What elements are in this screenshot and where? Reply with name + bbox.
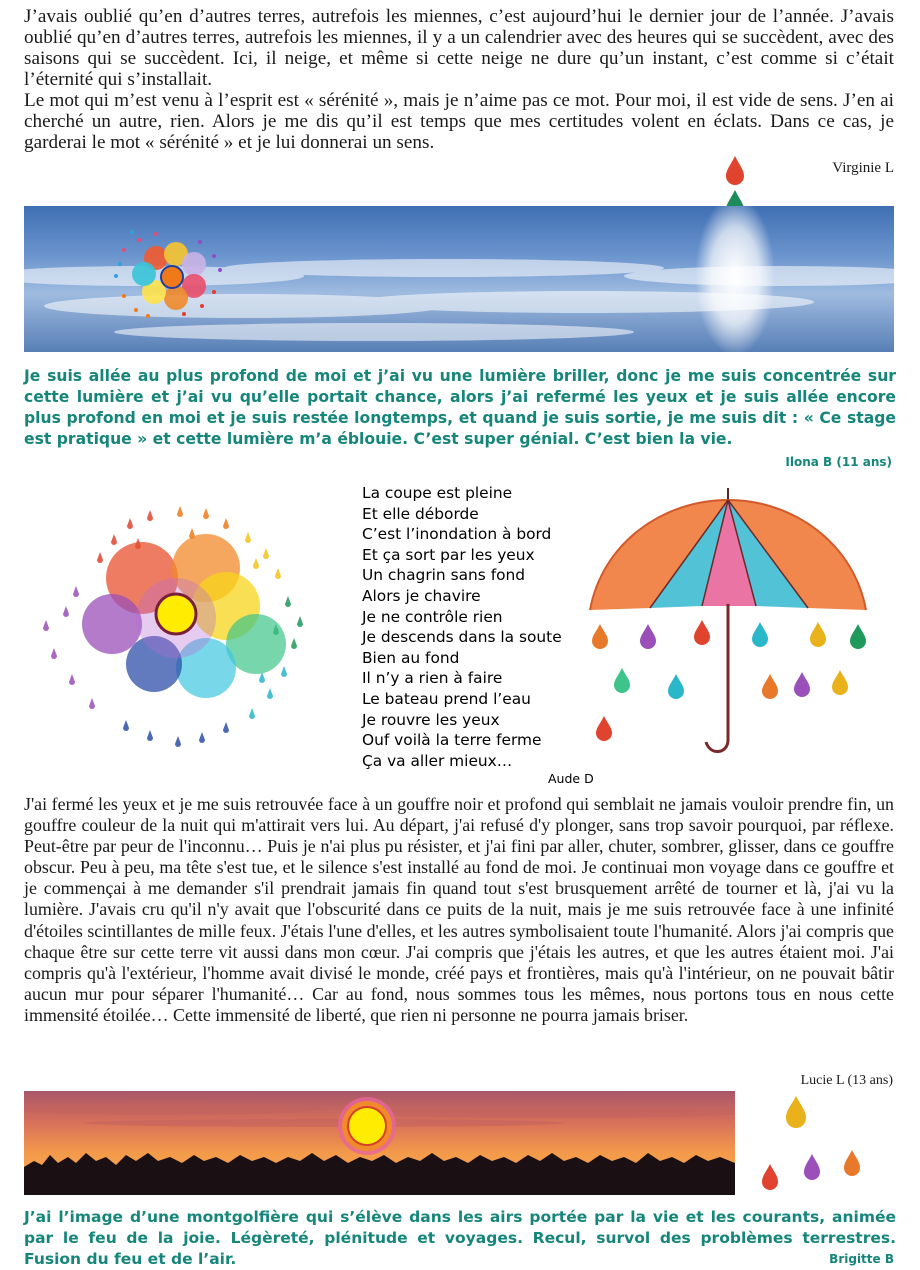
poem-line: Bien au fond <box>362 648 460 667</box>
colored-drops-illustration <box>752 1092 892 1200</box>
poem-line: Ouf voilà la terre ferme <box>362 731 542 750</box>
purple-drop <box>804 1154 820 1180</box>
ilona-text: Je suis allée au plus profond de moi et j’ai vu une lumière briller, donc je me suis concentrée sur cette lumière et j’ai vu qu’elle portait chance, alors j’ai refermé les yeux et je suis allée encore plus profond en moi et je suis restée longtemps, et quand je suis sortie, je me suis dit : « Ce stage est pratique » et cette lumière m’a éblouie. C’est super génial. C’est bien la vie. <box>24 367 896 448</box>
orange-drop <box>592 624 608 649</box>
poem-line: Je ne contrôle rien <box>362 607 503 626</box>
poem-line: Alors je chavire <box>362 586 481 605</box>
purple-drop <box>794 672 810 697</box>
red-drop <box>726 156 744 185</box>
author-signature: Ilona B (11 ans) <box>785 455 892 469</box>
watercolor-mandala-illustration <box>30 488 326 778</box>
intro-text <box>24 6 894 153</box>
poem-line: Je descends dans la soute <box>362 628 562 647</box>
yellow-drop <box>832 670 848 695</box>
author-signature: Virginie L <box>832 160 894 176</box>
green-drop <box>850 624 866 649</box>
cyan-drop <box>752 622 768 647</box>
poem-line: C’est l’inondation à bord <box>362 525 552 544</box>
umbrella-rain-illustration <box>582 484 874 760</box>
poem-line: Et elle déborde <box>362 504 479 523</box>
paragraph: Le mot qui m’est venu à l’esprit est « sérénité », mais je n’aime pas ce mot. Pour moi, il est vide de sens. J’en ai cherché un autre, rien. Alors je me dis qu’il est temps que mes certitudes volent en éclats. Dans ce cas, je garderai le mot « sérénité » et je lui donnerai un sens. <box>24 90 894 153</box>
poem-line: Un chagrin sans fond <box>362 566 526 585</box>
paragraph: J’avais oublié qu’en d’autres terres, autrefois les miennes, c’est aujourd’hui le dernier jour de l’année. J’avais oublié qu’en d’autres terres, autrefois les miennes, il y a un calendrier avec des heures qui se succèdent, avec des saisons qui se succèdent. Ici, il neige, et même si cette neige ne dure qu’un instant, c’est comme si c’était l’éternité qui s’installait. <box>24 6 894 90</box>
red-drop <box>694 620 710 645</box>
poem-line: Il n’y a rien à faire <box>362 669 503 688</box>
red-drop <box>596 716 612 741</box>
purple-drop <box>640 624 656 649</box>
green-drop <box>614 668 630 693</box>
poem <box>362 483 577 771</box>
poem-line: Je rouvre les yeux <box>362 710 500 729</box>
poem-line: Et ça sort par les yeux <box>362 545 535 564</box>
poem-line: Le bateau prend l’eau <box>362 689 531 708</box>
sky-clouds-banner <box>24 206 894 352</box>
author-signature: Aude D <box>548 771 594 786</box>
sunset-banner <box>24 1091 735 1195</box>
brigitte-text: J’ai l’image d’une montgolfière qui s’élève dans les airs portée par la vie et les courants, animée par le feu de la joie. Légèreté, plénitude et voyages. Recul, survol des problèmes terrestres. Fusion du feu et de l’air. <box>24 1208 896 1268</box>
cyan-drop <box>668 674 684 699</box>
yellow-drop <box>786 1096 806 1128</box>
poem-line: La coupe est pleine <box>362 484 513 502</box>
red-drop <box>762 1164 778 1190</box>
lucie-text: J'ai fermé les yeux et je me suis retrouvée face à un gouffre noir et profond qui semblait ne jamais vouloir prendre fin, un gouffre couleur de la nuit qui m'attirait vers lui. Au départ, j'ai refusé d'y plonger, sans trop savoir pourquoi, par réflexe. Peut-être par peur de l'inconnu… Puis je n'ai plus pu résister, et j'ai fini par aller, chuter, sombrer, glisser, dans ce gouffre obscur. Peu à peu, ma tête s'est tue, et le silence s'est installé au fond de moi. Je continuai mon voyage dans ce gouffre et je commençai à me demander s'il prendrait jamais fin quand tout s'est brusquement arrêté de tourner et là, j'ai vu la lumière. J'avais cru qu'il n'y avait que l'obscurité dans ce puits de la nuit, mais je me suis retrouvée face à une infinité d'étoiles scintillantes de mille feux. J'étais l'une d'elles, et les autres symbolisaient toute l'humanité. Alors j'ai compris que chaque être sur cette terre vit aussi dans mon cœur. J'ai compris que j'étais les autres, et que les autres étaient moi. J'ai compris qu'à l'extérieur, l'homme avait divisé le monde, créé pays et frontières, mais qu'à l'intérieur, on ne pouvait bâtir aucun mur pour séparer l'humanité… Car au fond, nous sommes tous les mêmes, nous portons tous en nous cette immensité étoilée… Cette immensité de liberté, que rien ni personne ne pourra jamais briser. <box>24 794 894 1025</box>
orange-drop <box>762 674 778 699</box>
poem-line: Ça va aller mieux… <box>362 751 513 770</box>
author-signature: Lucie L (13 ans) <box>800 1073 893 1088</box>
yellow-drop <box>810 622 826 647</box>
author-signature: Brigitte B <box>829 1252 894 1266</box>
orange-drop <box>844 1150 860 1176</box>
